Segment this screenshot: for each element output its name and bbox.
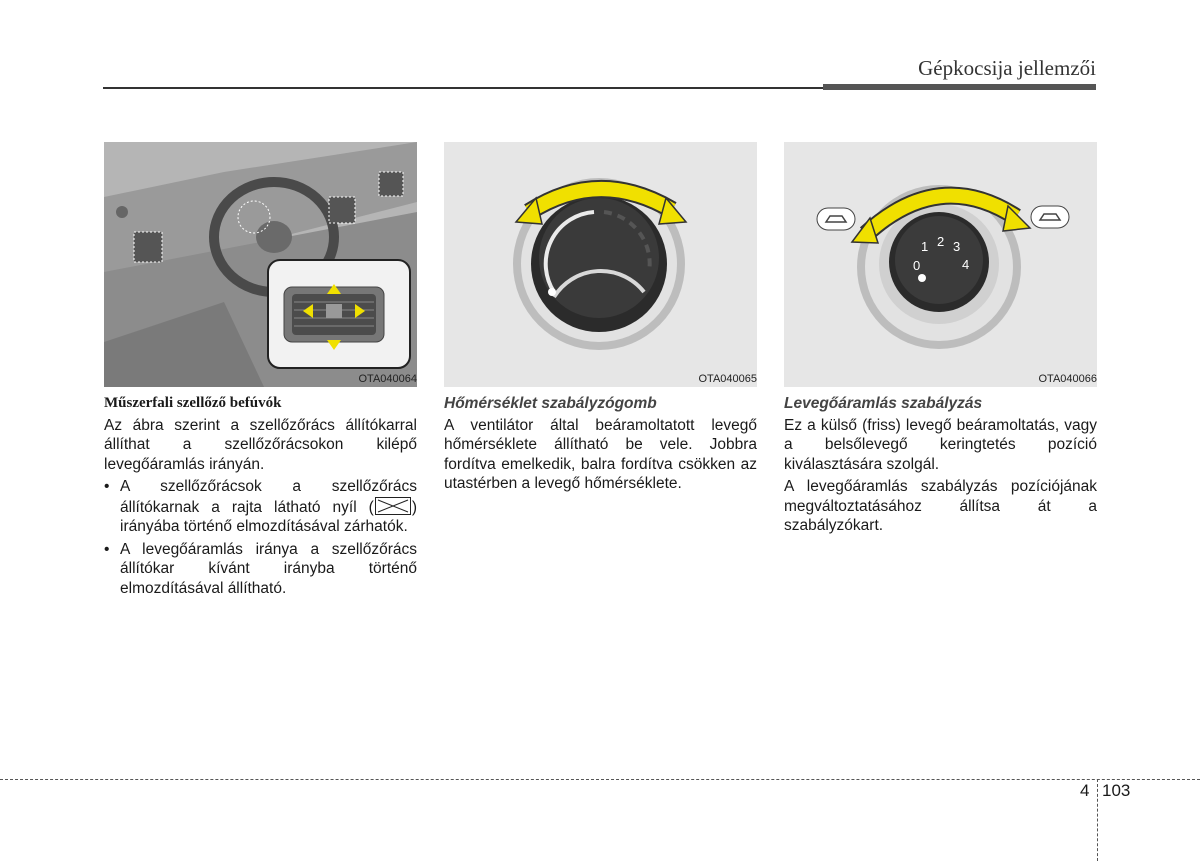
- list-item: • A levegőáramlás iránya a szellőzőrács állítókar kívánt irányba történő elmozdításával állítható.: [104, 540, 417, 599]
- fan-speed-3: 3: [953, 239, 961, 254]
- bullet-text: A szellőzőrácsok a szellőzőrács állítókarnak a rajta látható nyíl (: [120, 478, 417, 516]
- footer-divider: [1097, 779, 1098, 861]
- chapter-number: 4: [1080, 781, 1090, 800]
- column-airflow: [784, 394, 1097, 539]
- bullet-text: ) irányába történő elmozdításával zárhatók.: [120, 498, 417, 535]
- paragraph: Ez a külső (friss) levegő beáramoltatás, vagy a belsőlevegő keringtetés pozíció kiválasztására szolgál.: [784, 416, 1097, 473]
- column-vents: [104, 394, 417, 601]
- recirculation-icon: [1031, 206, 1069, 228]
- fresh-air-icon: [817, 208, 855, 230]
- list-item: [104, 477, 417, 537]
- paragraph: A levegőáramlás szabályzás pozíciójának megváltoztatásához állítsa át a szabályzókart.: [784, 478, 1097, 534]
- figure-code: OTA040065: [698, 373, 757, 385]
- section-heading: Hőmérséklet szabályzógomb: [444, 395, 657, 412]
- figure-code: OTA040066: [1038, 373, 1097, 385]
- fan-speed-1: 1: [921, 239, 929, 254]
- figure-temperature-knob: [444, 142, 757, 387]
- temperature-knob-illustration: [444, 142, 757, 387]
- column-temperature: [444, 394, 757, 497]
- footer-rule: [0, 779, 1200, 780]
- section-heading: Műszerfali szellőző befúvók: [104, 395, 282, 411]
- section-heading: Levegőáramlás szabályzás: [784, 395, 983, 412]
- fan-icon: [918, 274, 926, 282]
- fan-speed-2: 2: [937, 234, 945, 249]
- page-number: 103: [1102, 781, 1131, 800]
- airflow-knob-illustration: [784, 142, 1097, 387]
- paragraph: Az ábra szerint a szellőzőrács állítókarral állíthat a szellőzőrácsokon kilépő levegőáramlás irányán.: [104, 416, 417, 473]
- fan-speed-0: 0: [913, 258, 921, 273]
- fan-speed-4: 4: [962, 257, 970, 272]
- figure-airflow-knob: [784, 142, 1097, 387]
- dashboard-illustration: [104, 142, 417, 387]
- paragraph: A ventilátor által beáramoltatott levegő hőmérséklete állítható be vele. Jobbra fordítva emelkedik, balra fordítva csökken az utastérben a levegő hőmérséklete.: [444, 416, 757, 492]
- close-arrow-icon: [375, 497, 411, 515]
- header-rule: [103, 87, 823, 89]
- figure-dashboard-vents: [104, 142, 417, 387]
- figure-code: OTA040064: [358, 373, 417, 385]
- header-rule-accent: [823, 84, 1096, 90]
- running-header-title: Gépkocsija jellemzői: [918, 56, 1096, 80]
- bullet-list: [104, 477, 417, 598]
